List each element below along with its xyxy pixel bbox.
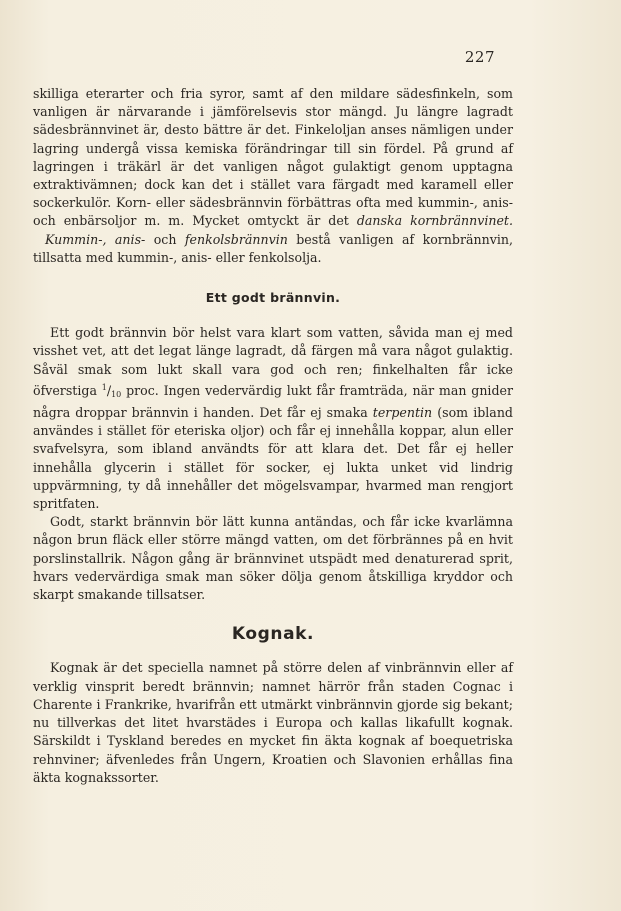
section-heading-good-brannvin: Ett godt brännvin. [205, 290, 341, 306]
kognak-paragraph: Kognak är det speciella namnet på större delen af vinbrännvin eller af verklig vinsprit beredt brännvin; namnet härrör från staden Cognac i Charente i Frankrike, hvarifrån ett utmärkt vinbrännvin gjorde sig bekant; nu tillverkas det litet hvarstädes i Europa och kallas likafullt kognak. Särskildt i Tyskland beredes en mycket fin äkta kognak af boequetriska rehnviner; äfvenledes från Ungern, Kroatien och Slavonien erhållas fina äkta kognakssorter. [33, 660, 513, 785]
intro-text-a: skilliga eterarter och fria syror, samt af den mildare sädesfinkeln, som vanligen är närvarande i jämförelsevis stor mängd. Ju längre lagradt sädesbrännvinet är, desto bättre är det. Finkeloljan anses nämligen under lagring undergå vissa kemiska förändringar till sin fördel. På grund af lagringen i träkärl är det vanligen något gulaktigt genom upptagna extraktivämnen; dock kan det i stället vara färgadt med karamell eller sockerkulör. Korn- eller sädesbrännvin förbättras ofta med kummin-, anis- och enbärsoljor m. m. Mycket omtyckt är det [33, 86, 513, 229]
section-heading-kognak: Kognak. [231, 624, 315, 645]
intro-text-c: bestå vanligen af kornbrännvin, tillsatta med kummin-, anis- eller fenkolsolja. [33, 231, 513, 265]
good-brannvin-paragraph-2: Godt, starkt brännvin bör lätt kunna antändas, och får icke kvarlämna någon brun fläck eller större mängd vatten, om det förbrännes på en hvit porslinstallrik. Någon gång är brännvinet utspädt med denaturerad sprit, hvars vedervärdiga smak man söker dölja genom åtskilliga kryddor och skarpt smakande tillsatser. [33, 514, 513, 603]
good-brannvin-paragraph-1 [33, 324, 513, 513]
intro-emphasis-danish: danska kornbrännvinet. [356, 213, 513, 229]
intro-emphasis-kummin: Kummin-, anis- [45, 231, 146, 247]
fraction-one-tenth: $^1/_{10}$ [101, 382, 122, 399]
good-p1-text-b: proc. Ingen vedervärdig lukt får framträda, när man gnider några droppar brännvin i handen. Det får ej smaka [33, 382, 513, 421]
fraction-numerator: 1 [101, 382, 107, 392]
fraction-denominator: 10 [111, 389, 122, 399]
page-number: 227 [464, 48, 495, 66]
emphasis-terpentin: terpentin [372, 405, 433, 421]
good-p1-text-c: (som ibland användes i stället för eteriska oljor) och får ej innehålla koppar, alun eller svafvelsyra, som ibland användts för att klara det. Det får ej heller innehålla glycerin i stället för socker, ej lukta unket vid lindrig uppvärmning, ty då innehåller det mögelsvampar, hvarmed man rengjort spritfaten. [33, 405, 513, 512]
good-p1-text-a: Ett godt brännvin bör helst vara klart som vatten, såvida man ej med visshet vet, att det legat länge lagradt, då färgen må vara något gulaktig. Såväl smak som lukt skall vara god och ren; finkelhalten får icke öfverstiga [33, 325, 513, 398]
intro-text-b: och [145, 231, 185, 247]
page-body [33, 85, 513, 787]
intro-emphasis-fenkol: fenkolsbrännvin [184, 231, 288, 247]
intro-paragraph [33, 85, 513, 267]
